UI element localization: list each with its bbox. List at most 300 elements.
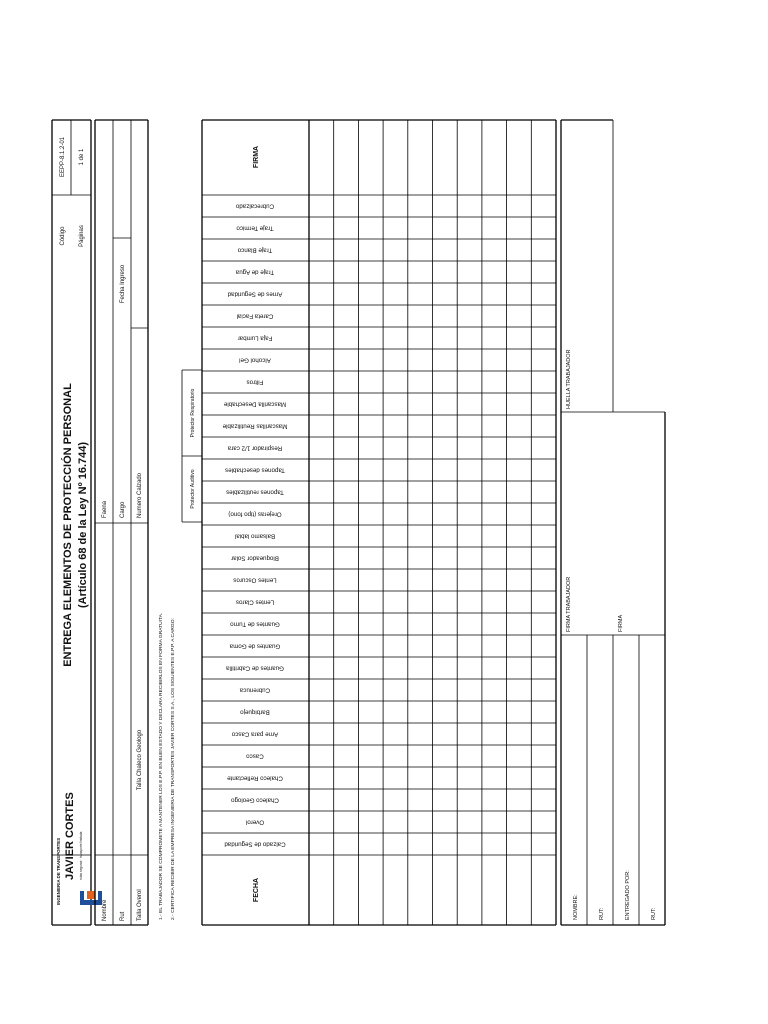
equipment-check-cell[interactable] bbox=[409, 702, 432, 722]
equipment-check-cell[interactable] bbox=[335, 262, 358, 282]
equipment-check-cell[interactable] bbox=[458, 504, 481, 524]
equipment-check-cell[interactable] bbox=[310, 614, 333, 634]
equipment-check-cell[interactable] bbox=[508, 658, 531, 678]
equipment-check-cell[interactable] bbox=[434, 812, 457, 832]
equipment-check-cell[interactable] bbox=[508, 834, 531, 854]
equipment-check-cell[interactable] bbox=[409, 394, 432, 414]
equipment-check-cell[interactable] bbox=[458, 328, 481, 348]
equipment-check-cell[interactable] bbox=[409, 746, 432, 766]
equipment-check-cell[interactable] bbox=[508, 394, 531, 414]
equipment-check-cell[interactable] bbox=[359, 482, 382, 502]
equipment-check-cell[interactable] bbox=[359, 504, 382, 524]
equipment-check-cell[interactable] bbox=[409, 504, 432, 524]
equipment-check-cell[interactable] bbox=[434, 350, 457, 370]
equipment-check-cell[interactable] bbox=[384, 218, 407, 238]
equipment-check-cell[interactable] bbox=[310, 570, 333, 590]
signature-cell[interactable] bbox=[532, 121, 555, 194]
equipment-check-cell[interactable] bbox=[335, 812, 358, 832]
equipment-check-cell[interactable] bbox=[458, 218, 481, 238]
field-faena[interactable] bbox=[96, 121, 112, 522]
equipment-check-cell[interactable] bbox=[409, 218, 432, 238]
equipment-check-cell[interactable] bbox=[458, 724, 481, 744]
equipment-check-cell[interactable] bbox=[409, 768, 432, 788]
equipment-check-cell[interactable] bbox=[508, 548, 531, 568]
field-cargo[interactable] bbox=[114, 121, 130, 522]
footer-nombre-field[interactable] bbox=[562, 636, 586, 924]
equipment-check-cell[interactable] bbox=[532, 768, 555, 788]
field-nombre[interactable] bbox=[96, 524, 112, 854]
equipment-check-cell[interactable] bbox=[434, 834, 457, 854]
equipment-check-cell[interactable] bbox=[359, 526, 382, 546]
equipment-check-cell[interactable] bbox=[483, 438, 506, 458]
footer-rut-2-field[interactable] bbox=[640, 636, 664, 924]
equipment-check-cell[interactable] bbox=[483, 724, 506, 744]
equipment-check-cell[interactable] bbox=[335, 328, 358, 348]
equipment-check-cell[interactable] bbox=[434, 240, 457, 260]
equipment-check-cell[interactable] bbox=[483, 790, 506, 810]
equipment-check-cell[interactable] bbox=[483, 680, 506, 700]
equipment-check-cell[interactable] bbox=[335, 592, 358, 612]
equipment-check-cell[interactable] bbox=[409, 724, 432, 744]
equipment-check-cell[interactable] bbox=[409, 262, 432, 282]
footer-firma-trabajador-field[interactable] bbox=[562, 413, 612, 634]
equipment-check-cell[interactable] bbox=[384, 240, 407, 260]
equipment-check-cell[interactable] bbox=[508, 812, 531, 832]
equipment-check-cell[interactable] bbox=[384, 438, 407, 458]
equipment-check-cell[interactable] bbox=[359, 460, 382, 480]
equipment-check-cell[interactable] bbox=[483, 658, 506, 678]
equipment-check-cell[interactable] bbox=[409, 790, 432, 810]
equipment-check-cell[interactable] bbox=[335, 636, 358, 656]
equipment-check-cell[interactable] bbox=[310, 724, 333, 744]
equipment-check-cell[interactable] bbox=[310, 460, 333, 480]
equipment-check-cell[interactable] bbox=[434, 702, 457, 722]
equipment-check-cell[interactable] bbox=[458, 438, 481, 458]
equipment-check-cell[interactable] bbox=[384, 812, 407, 832]
equipment-check-cell[interactable] bbox=[508, 592, 531, 612]
signature-cell[interactable] bbox=[508, 121, 531, 194]
equipment-check-cell[interactable] bbox=[335, 504, 358, 524]
equipment-check-cell[interactable] bbox=[532, 746, 555, 766]
equipment-check-cell[interactable] bbox=[508, 284, 531, 304]
equipment-check-cell[interactable] bbox=[409, 306, 432, 326]
equipment-check-cell[interactable] bbox=[434, 372, 457, 392]
equipment-check-cell[interactable] bbox=[458, 702, 481, 722]
equipment-check-cell[interactable] bbox=[532, 482, 555, 502]
equipment-check-cell[interactable] bbox=[483, 592, 506, 612]
equipment-check-cell[interactable] bbox=[434, 526, 457, 546]
equipment-check-cell[interactable] bbox=[434, 724, 457, 744]
signature-cell[interactable] bbox=[458, 121, 481, 194]
equipment-check-cell[interactable] bbox=[532, 680, 555, 700]
field-rut[interactable] bbox=[114, 524, 130, 854]
equipment-check-cell[interactable] bbox=[310, 592, 333, 612]
equipment-check-cell[interactable] bbox=[532, 306, 555, 326]
equipment-check-cell[interactable] bbox=[335, 702, 358, 722]
signature-cell[interactable] bbox=[359, 121, 382, 194]
equipment-check-cell[interactable] bbox=[532, 372, 555, 392]
footer-huella-field[interactable] bbox=[562, 121, 612, 411]
equipment-check-cell[interactable] bbox=[434, 218, 457, 238]
equipment-check-cell[interactable] bbox=[384, 834, 407, 854]
equipment-check-cell[interactable] bbox=[409, 834, 432, 854]
equipment-check-cell[interactable] bbox=[483, 240, 506, 260]
equipment-check-cell[interactable] bbox=[310, 658, 333, 678]
signature-cell[interactable] bbox=[335, 121, 358, 194]
equipment-check-cell[interactable] bbox=[508, 438, 531, 458]
equipment-check-cell[interactable] bbox=[532, 262, 555, 282]
equipment-check-cell[interactable] bbox=[508, 768, 531, 788]
equipment-check-cell[interactable] bbox=[310, 240, 333, 260]
equipment-check-cell[interactable] bbox=[508, 196, 531, 216]
equipment-check-cell[interactable] bbox=[409, 812, 432, 832]
equipment-check-cell[interactable] bbox=[458, 526, 481, 546]
equipment-check-cell[interactable] bbox=[384, 614, 407, 634]
equipment-check-cell[interactable] bbox=[483, 394, 506, 414]
equipment-check-cell[interactable] bbox=[310, 526, 333, 546]
equipment-check-cell[interactable] bbox=[434, 438, 457, 458]
equipment-check-cell[interactable] bbox=[458, 636, 481, 656]
equipment-check-cell[interactable] bbox=[532, 218, 555, 238]
equipment-check-cell[interactable] bbox=[409, 196, 432, 216]
date-cell[interactable] bbox=[409, 856, 432, 924]
equipment-check-cell[interactable] bbox=[458, 746, 481, 766]
equipment-check-cell[interactable] bbox=[359, 262, 382, 282]
date-cell[interactable] bbox=[359, 856, 382, 924]
equipment-check-cell[interactable] bbox=[335, 218, 358, 238]
equipment-check-cell[interactable] bbox=[434, 614, 457, 634]
date-cell[interactable] bbox=[458, 856, 481, 924]
equipment-check-cell[interactable] bbox=[458, 350, 481, 370]
equipment-check-cell[interactable] bbox=[359, 548, 382, 568]
date-cell[interactable] bbox=[434, 856, 457, 924]
equipment-check-cell[interactable] bbox=[434, 328, 457, 348]
equipment-check-cell[interactable] bbox=[384, 592, 407, 612]
equipment-check-cell[interactable] bbox=[359, 306, 382, 326]
equipment-check-cell[interactable] bbox=[434, 196, 457, 216]
equipment-check-cell[interactable] bbox=[384, 790, 407, 810]
equipment-check-cell[interactable] bbox=[434, 790, 457, 810]
equipment-check-cell[interactable] bbox=[384, 328, 407, 348]
equipment-check-cell[interactable] bbox=[532, 724, 555, 744]
equipment-check-cell[interactable] bbox=[508, 724, 531, 744]
equipment-check-cell[interactable] bbox=[359, 702, 382, 722]
equipment-check-cell[interactable] bbox=[359, 372, 382, 392]
equipment-check-cell[interactable] bbox=[508, 636, 531, 656]
equipment-check-cell[interactable] bbox=[384, 372, 407, 392]
equipment-check-cell[interactable] bbox=[532, 284, 555, 304]
equipment-check-cell[interactable] bbox=[335, 746, 358, 766]
equipment-check-cell[interactable] bbox=[359, 284, 382, 304]
equipment-check-cell[interactable] bbox=[335, 526, 358, 546]
date-cell[interactable] bbox=[532, 856, 555, 924]
equipment-check-cell[interactable] bbox=[335, 724, 358, 744]
equipment-check-cell[interactable] bbox=[458, 680, 481, 700]
equipment-check-cell[interactable] bbox=[310, 790, 333, 810]
equipment-check-cell[interactable] bbox=[458, 460, 481, 480]
equipment-check-cell[interactable] bbox=[359, 218, 382, 238]
equipment-check-cell[interactable] bbox=[409, 482, 432, 502]
equipment-check-cell[interactable] bbox=[359, 240, 382, 260]
equipment-check-cell[interactable] bbox=[434, 746, 457, 766]
signature-cell[interactable] bbox=[384, 121, 407, 194]
equipment-check-cell[interactable] bbox=[532, 636, 555, 656]
equipment-check-cell[interactable] bbox=[359, 746, 382, 766]
equipment-check-cell[interactable] bbox=[458, 834, 481, 854]
equipment-check-cell[interactable] bbox=[409, 416, 432, 436]
equipment-check-cell[interactable] bbox=[508, 680, 531, 700]
equipment-check-cell[interactable] bbox=[359, 196, 382, 216]
equipment-check-cell[interactable] bbox=[310, 834, 333, 854]
equipment-check-cell[interactable] bbox=[483, 636, 506, 656]
equipment-check-cell[interactable] bbox=[483, 504, 506, 524]
equipment-check-cell[interactable] bbox=[335, 240, 358, 260]
equipment-check-cell[interactable] bbox=[310, 306, 333, 326]
date-cell[interactable] bbox=[384, 856, 407, 924]
equipment-check-cell[interactable] bbox=[458, 372, 481, 392]
date-cell[interactable] bbox=[483, 856, 506, 924]
equipment-check-cell[interactable] bbox=[335, 614, 358, 634]
equipment-check-cell[interactable] bbox=[409, 570, 432, 590]
equipment-check-cell[interactable] bbox=[434, 658, 457, 678]
equipment-check-cell[interactable] bbox=[310, 504, 333, 524]
equipment-check-cell[interactable] bbox=[310, 680, 333, 700]
equipment-check-cell[interactable] bbox=[384, 504, 407, 524]
equipment-check-cell[interactable] bbox=[508, 504, 531, 524]
equipment-check-cell[interactable] bbox=[458, 614, 481, 634]
equipment-check-cell[interactable] bbox=[483, 350, 506, 370]
equipment-check-cell[interactable] bbox=[458, 658, 481, 678]
equipment-check-cell[interactable] bbox=[359, 416, 382, 436]
equipment-check-cell[interactable] bbox=[532, 240, 555, 260]
equipment-check-cell[interactable] bbox=[359, 812, 382, 832]
equipment-check-cell[interactable] bbox=[532, 592, 555, 612]
equipment-check-cell[interactable] bbox=[359, 680, 382, 700]
equipment-check-cell[interactable] bbox=[483, 460, 506, 480]
equipment-check-cell[interactable] bbox=[483, 746, 506, 766]
date-cell[interactable] bbox=[310, 856, 333, 924]
footer-rut-1-field[interactable] bbox=[588, 636, 612, 924]
signature-cell[interactable] bbox=[310, 121, 333, 194]
equipment-check-cell[interactable] bbox=[409, 284, 432, 304]
equipment-check-cell[interactable] bbox=[409, 328, 432, 348]
equipment-check-cell[interactable] bbox=[384, 526, 407, 546]
equipment-check-cell[interactable] bbox=[532, 196, 555, 216]
equipment-check-cell[interactable] bbox=[458, 570, 481, 590]
equipment-check-cell[interactable] bbox=[508, 416, 531, 436]
equipment-check-cell[interactable] bbox=[483, 768, 506, 788]
equipment-check-cell[interactable] bbox=[409, 614, 432, 634]
equipment-check-cell[interactable] bbox=[359, 834, 382, 854]
equipment-check-cell[interactable] bbox=[483, 262, 506, 282]
equipment-check-cell[interactable] bbox=[508, 790, 531, 810]
equipment-check-cell[interactable] bbox=[335, 438, 358, 458]
equipment-check-cell[interactable] bbox=[508, 482, 531, 502]
equipment-check-cell[interactable] bbox=[384, 284, 407, 304]
equipment-check-cell[interactable] bbox=[483, 834, 506, 854]
equipment-check-cell[interactable] bbox=[458, 812, 481, 832]
signature-cell[interactable] bbox=[434, 121, 457, 194]
equipment-check-cell[interactable] bbox=[310, 636, 333, 656]
equipment-check-cell[interactable] bbox=[508, 218, 531, 238]
equipment-check-cell[interactable] bbox=[508, 746, 531, 766]
equipment-check-cell[interactable] bbox=[458, 548, 481, 568]
equipment-check-cell[interactable] bbox=[434, 592, 457, 612]
equipment-check-cell[interactable] bbox=[532, 702, 555, 722]
equipment-check-cell[interactable] bbox=[483, 306, 506, 326]
equipment-check-cell[interactable] bbox=[532, 548, 555, 568]
equipment-check-cell[interactable] bbox=[532, 614, 555, 634]
equipment-check-cell[interactable] bbox=[458, 482, 481, 502]
equipment-check-cell[interactable] bbox=[458, 592, 481, 612]
equipment-check-cell[interactable] bbox=[508, 306, 531, 326]
equipment-check-cell[interactable] bbox=[458, 240, 481, 260]
equipment-check-cell[interactable] bbox=[532, 834, 555, 854]
equipment-check-cell[interactable] bbox=[483, 196, 506, 216]
equipment-check-cell[interactable] bbox=[532, 570, 555, 590]
equipment-check-cell[interactable] bbox=[409, 372, 432, 392]
equipment-check-cell[interactable] bbox=[384, 394, 407, 414]
equipment-check-cell[interactable] bbox=[310, 768, 333, 788]
equipment-check-cell[interactable] bbox=[384, 768, 407, 788]
equipment-check-cell[interactable] bbox=[483, 526, 506, 546]
equipment-check-cell[interactable] bbox=[434, 680, 457, 700]
equipment-check-cell[interactable] bbox=[483, 702, 506, 722]
equipment-check-cell[interactable] bbox=[434, 284, 457, 304]
equipment-check-cell[interactable] bbox=[384, 724, 407, 744]
equipment-check-cell[interactable] bbox=[508, 614, 531, 634]
equipment-check-cell[interactable] bbox=[409, 438, 432, 458]
equipment-check-cell[interactable] bbox=[359, 724, 382, 744]
equipment-check-cell[interactable] bbox=[434, 548, 457, 568]
equipment-check-cell[interactable] bbox=[458, 394, 481, 414]
signature-cell[interactable] bbox=[409, 121, 432, 194]
equipment-check-cell[interactable] bbox=[310, 350, 333, 370]
equipment-check-cell[interactable] bbox=[532, 438, 555, 458]
equipment-check-cell[interactable] bbox=[434, 570, 457, 590]
equipment-check-cell[interactable] bbox=[384, 306, 407, 326]
field-talla-overol[interactable] bbox=[132, 800, 147, 854]
equipment-check-cell[interactable] bbox=[458, 768, 481, 788]
equipment-check-cell[interactable] bbox=[384, 416, 407, 436]
equipment-check-cell[interactable] bbox=[359, 658, 382, 678]
equipment-check-cell[interactable] bbox=[532, 526, 555, 546]
equipment-check-cell[interactable] bbox=[335, 394, 358, 414]
equipment-check-cell[interactable] bbox=[335, 372, 358, 392]
equipment-check-cell[interactable] bbox=[384, 570, 407, 590]
equipment-check-cell[interactable] bbox=[384, 636, 407, 656]
equipment-check-cell[interactable] bbox=[532, 812, 555, 832]
equipment-check-cell[interactable] bbox=[310, 438, 333, 458]
equipment-check-cell[interactable] bbox=[335, 790, 358, 810]
equipment-check-cell[interactable] bbox=[458, 416, 481, 436]
equipment-check-cell[interactable] bbox=[384, 262, 407, 282]
equipment-check-cell[interactable] bbox=[359, 790, 382, 810]
equipment-check-cell[interactable] bbox=[335, 834, 358, 854]
equipment-check-cell[interactable] bbox=[310, 196, 333, 216]
equipment-check-cell[interactable] bbox=[532, 416, 555, 436]
signature-cell[interactable] bbox=[483, 121, 506, 194]
equipment-check-cell[interactable] bbox=[359, 614, 382, 634]
equipment-check-cell[interactable] bbox=[458, 790, 481, 810]
equipment-check-cell[interactable] bbox=[508, 460, 531, 480]
date-cell[interactable] bbox=[335, 856, 358, 924]
equipment-check-cell[interactable] bbox=[483, 482, 506, 502]
equipment-check-cell[interactable] bbox=[310, 372, 333, 392]
equipment-check-cell[interactable] bbox=[508, 570, 531, 590]
equipment-check-cell[interactable] bbox=[384, 680, 407, 700]
equipment-check-cell[interactable] bbox=[409, 636, 432, 656]
equipment-check-cell[interactable] bbox=[532, 394, 555, 414]
footer-firma-field[interactable] bbox=[614, 413, 664, 634]
equipment-check-cell[interactable] bbox=[310, 262, 333, 282]
equipment-check-cell[interactable] bbox=[359, 350, 382, 370]
equipment-check-cell[interactable] bbox=[483, 570, 506, 590]
equipment-check-cell[interactable] bbox=[458, 262, 481, 282]
equipment-check-cell[interactable] bbox=[434, 504, 457, 524]
equipment-check-cell[interactable] bbox=[434, 416, 457, 436]
equipment-check-cell[interactable] bbox=[335, 416, 358, 436]
equipment-check-cell[interactable] bbox=[359, 592, 382, 612]
equipment-check-cell[interactable] bbox=[359, 328, 382, 348]
equipment-check-cell[interactable] bbox=[384, 702, 407, 722]
equipment-check-cell[interactable] bbox=[434, 306, 457, 326]
equipment-check-cell[interactable] bbox=[508, 702, 531, 722]
field-fecha-ingreso[interactable] bbox=[132, 121, 147, 327]
equipment-check-cell[interactable] bbox=[359, 394, 382, 414]
equipment-check-cell[interactable] bbox=[409, 350, 432, 370]
footer-entregado-por-field[interactable] bbox=[614, 636, 638, 924]
equipment-check-cell[interactable] bbox=[384, 658, 407, 678]
equipment-check-cell[interactable] bbox=[310, 328, 333, 348]
equipment-check-cell[interactable] bbox=[434, 482, 457, 502]
equipment-check-cell[interactable] bbox=[359, 768, 382, 788]
equipment-check-cell[interactable] bbox=[532, 790, 555, 810]
equipment-check-cell[interactable] bbox=[483, 548, 506, 568]
equipment-check-cell[interactable] bbox=[532, 658, 555, 678]
equipment-check-cell[interactable] bbox=[532, 350, 555, 370]
equipment-check-cell[interactable] bbox=[335, 306, 358, 326]
equipment-check-cell[interactable] bbox=[483, 614, 506, 634]
equipment-check-cell[interactable] bbox=[532, 328, 555, 348]
equipment-check-cell[interactable] bbox=[532, 460, 555, 480]
equipment-check-cell[interactable] bbox=[434, 460, 457, 480]
equipment-check-cell[interactable] bbox=[409, 240, 432, 260]
equipment-check-cell[interactable] bbox=[483, 284, 506, 304]
equipment-check-cell[interactable] bbox=[508, 262, 531, 282]
equipment-check-cell[interactable] bbox=[335, 482, 358, 502]
equipment-check-cell[interactable] bbox=[335, 658, 358, 678]
equipment-check-cell[interactable] bbox=[384, 482, 407, 502]
equipment-check-cell[interactable] bbox=[508, 526, 531, 546]
equipment-check-cell[interactable] bbox=[384, 548, 407, 568]
equipment-check-cell[interactable] bbox=[458, 196, 481, 216]
equipment-check-cell[interactable] bbox=[434, 768, 457, 788]
equipment-check-cell[interactable] bbox=[434, 636, 457, 656]
equipment-check-cell[interactable] bbox=[335, 768, 358, 788]
equipment-check-cell[interactable] bbox=[409, 548, 432, 568]
equipment-check-cell[interactable] bbox=[310, 548, 333, 568]
equipment-check-cell[interactable] bbox=[310, 482, 333, 502]
equipment-check-cell[interactable] bbox=[434, 262, 457, 282]
equipment-check-cell[interactable] bbox=[310, 702, 333, 722]
equipment-check-cell[interactable] bbox=[310, 284, 333, 304]
equipment-check-cell[interactable] bbox=[359, 438, 382, 458]
equipment-check-cell[interactable] bbox=[310, 394, 333, 414]
equipment-check-cell[interactable] bbox=[310, 812, 333, 832]
equipment-check-cell[interactable] bbox=[335, 570, 358, 590]
equipment-check-cell[interactable] bbox=[335, 548, 358, 568]
